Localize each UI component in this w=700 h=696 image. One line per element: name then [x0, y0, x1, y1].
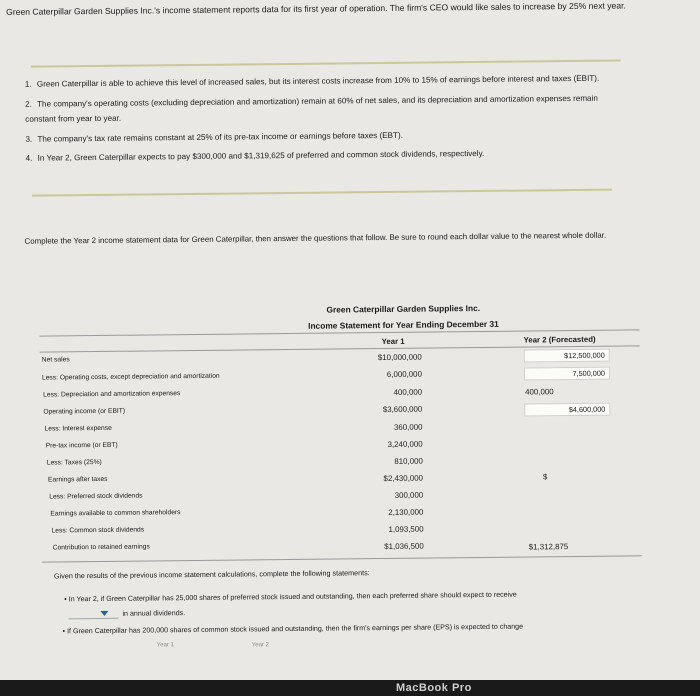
- company-name: Green Caterpillar Garden Supplies Inc.: [326, 302, 481, 315]
- divider: [31, 60, 621, 68]
- statement-title: Income Statement for Year Ending December 31: [308, 318, 499, 331]
- year1-header: Year 1: [381, 336, 405, 347]
- year1-value: 2,130,000: [388, 507, 424, 517]
- row-label: Less: Operating costs, except depreciation and amortization: [41, 372, 220, 382]
- row-label: Less: Interest expense: [44, 424, 112, 433]
- year1-value: $1,036,500: [384, 541, 424, 552]
- laptop-bezel: [0, 680, 700, 696]
- row-label: Pre-tax income (or EBT): [45, 441, 118, 450]
- assumptions-list: [25, 70, 626, 170]
- row-label: Earnings available to common shareholders: [50, 509, 181, 518]
- faint-year2: Year 2: [251, 642, 269, 649]
- year2-header: Year 2 (Forecasted): [523, 334, 596, 345]
- row-label: Operating income (or EBIT): [43, 407, 126, 416]
- row-label: Less: Taxes (25%): [46, 458, 102, 467]
- year2-input[interactable]: $12,500,000: [524, 349, 610, 363]
- year2-value: $1,312,875: [528, 542, 569, 552]
- year1-value: 6,000,000: [386, 369, 422, 379]
- year1-value: $3,600,000: [382, 404, 423, 415]
- table-bottom-rule: [42, 555, 642, 562]
- faint-year1: Year 1: [156, 642, 174, 649]
- assumption-item: 3. The company's tax rate remains constant at 25% of its pre-tax income or earnings before taxes (EBT).: [25, 130, 403, 144]
- year1-value: 360,000: [393, 422, 423, 432]
- assumption-item: 1. Green Caterpillar is able to achieve this level of increased sales, but its interest costs increase from 10% to 15% of earnings before interest and taxes (EBIT).: [24, 73, 600, 89]
- year1-value: 300,000: [394, 490, 424, 500]
- year2-currency: $: [542, 472, 548, 482]
- intro-text: Green Caterpillar Garden Supplies Inc.'s income statement reports data for its first year of operation. The firm's CEO would like sales to increase by 25% next year.: [6, 0, 626, 17]
- row-label: Net sales: [41, 356, 70, 364]
- year1-value: $2,430,000: [383, 473, 424, 484]
- statement-1: • In Year 2, if Green Caterpillar has 25,000 shares of preferred stock issued and outstanding, then each preferred share should expect to receive: [64, 590, 517, 604]
- macbook-logo: MacBook Pro: [396, 682, 472, 694]
- assumption-item: 2. The company's operating costs (excluding depreciation and amortization) remain at 60% of net sales, and its depreciation and amortization expenses remain constant from year to year.: [25, 93, 598, 124]
- row-label: Contribution to retained earnings: [52, 543, 150, 552]
- statement-2: • If Green Caterpillar has 200,000 shares of common stock issued and outstanding, then the firm's earnings per share (EPS) is expected to change: [62, 622, 524, 636]
- year2-input[interactable]: 7,500,000: [524, 367, 610, 381]
- year1-value: 3,240,000: [387, 439, 423, 449]
- year1-value: $10,000,000: [377, 352, 422, 363]
- year1-value: 400,000: [393, 387, 423, 397]
- row-label: Less: Common stock dividends: [51, 526, 145, 535]
- year1-value: 810,000: [394, 456, 423, 466]
- year2-value: 400,000: [525, 387, 554, 397]
- dropdown-dividend[interactable]: [68, 618, 118, 620]
- year1-value: 1,093,500: [388, 524, 424, 534]
- statement-1-tail: in annual dividends.: [122, 609, 186, 618]
- assumption-item: 4. In Year 2, Green Caterpillar expects to pay $300,000 and $1,319,625 of preferred and common stock dividends, respectively.: [25, 148, 485, 163]
- row-label: Earnings after taxes: [47, 475, 108, 484]
- row-label: Less: Depreciation and amortization expenses: [43, 390, 181, 399]
- given-text: Given the results of the previous income statement calculations, complete the following statements:: [53, 568, 370, 581]
- table-title: [288, 300, 518, 334]
- chevron-down-icon[interactable]: [100, 611, 108, 616]
- divider: [32, 189, 612, 197]
- instructions-text: Complete the Year 2 income statement data for Green Caterpillar, then answer the questions that follow. Be sure to round each dollar value to the nearest whole dollar.: [24, 230, 607, 246]
- row-label: Less: Preferred stock dividends: [49, 492, 143, 501]
- year2-input[interactable]: $4,600,000: [524, 403, 610, 417]
